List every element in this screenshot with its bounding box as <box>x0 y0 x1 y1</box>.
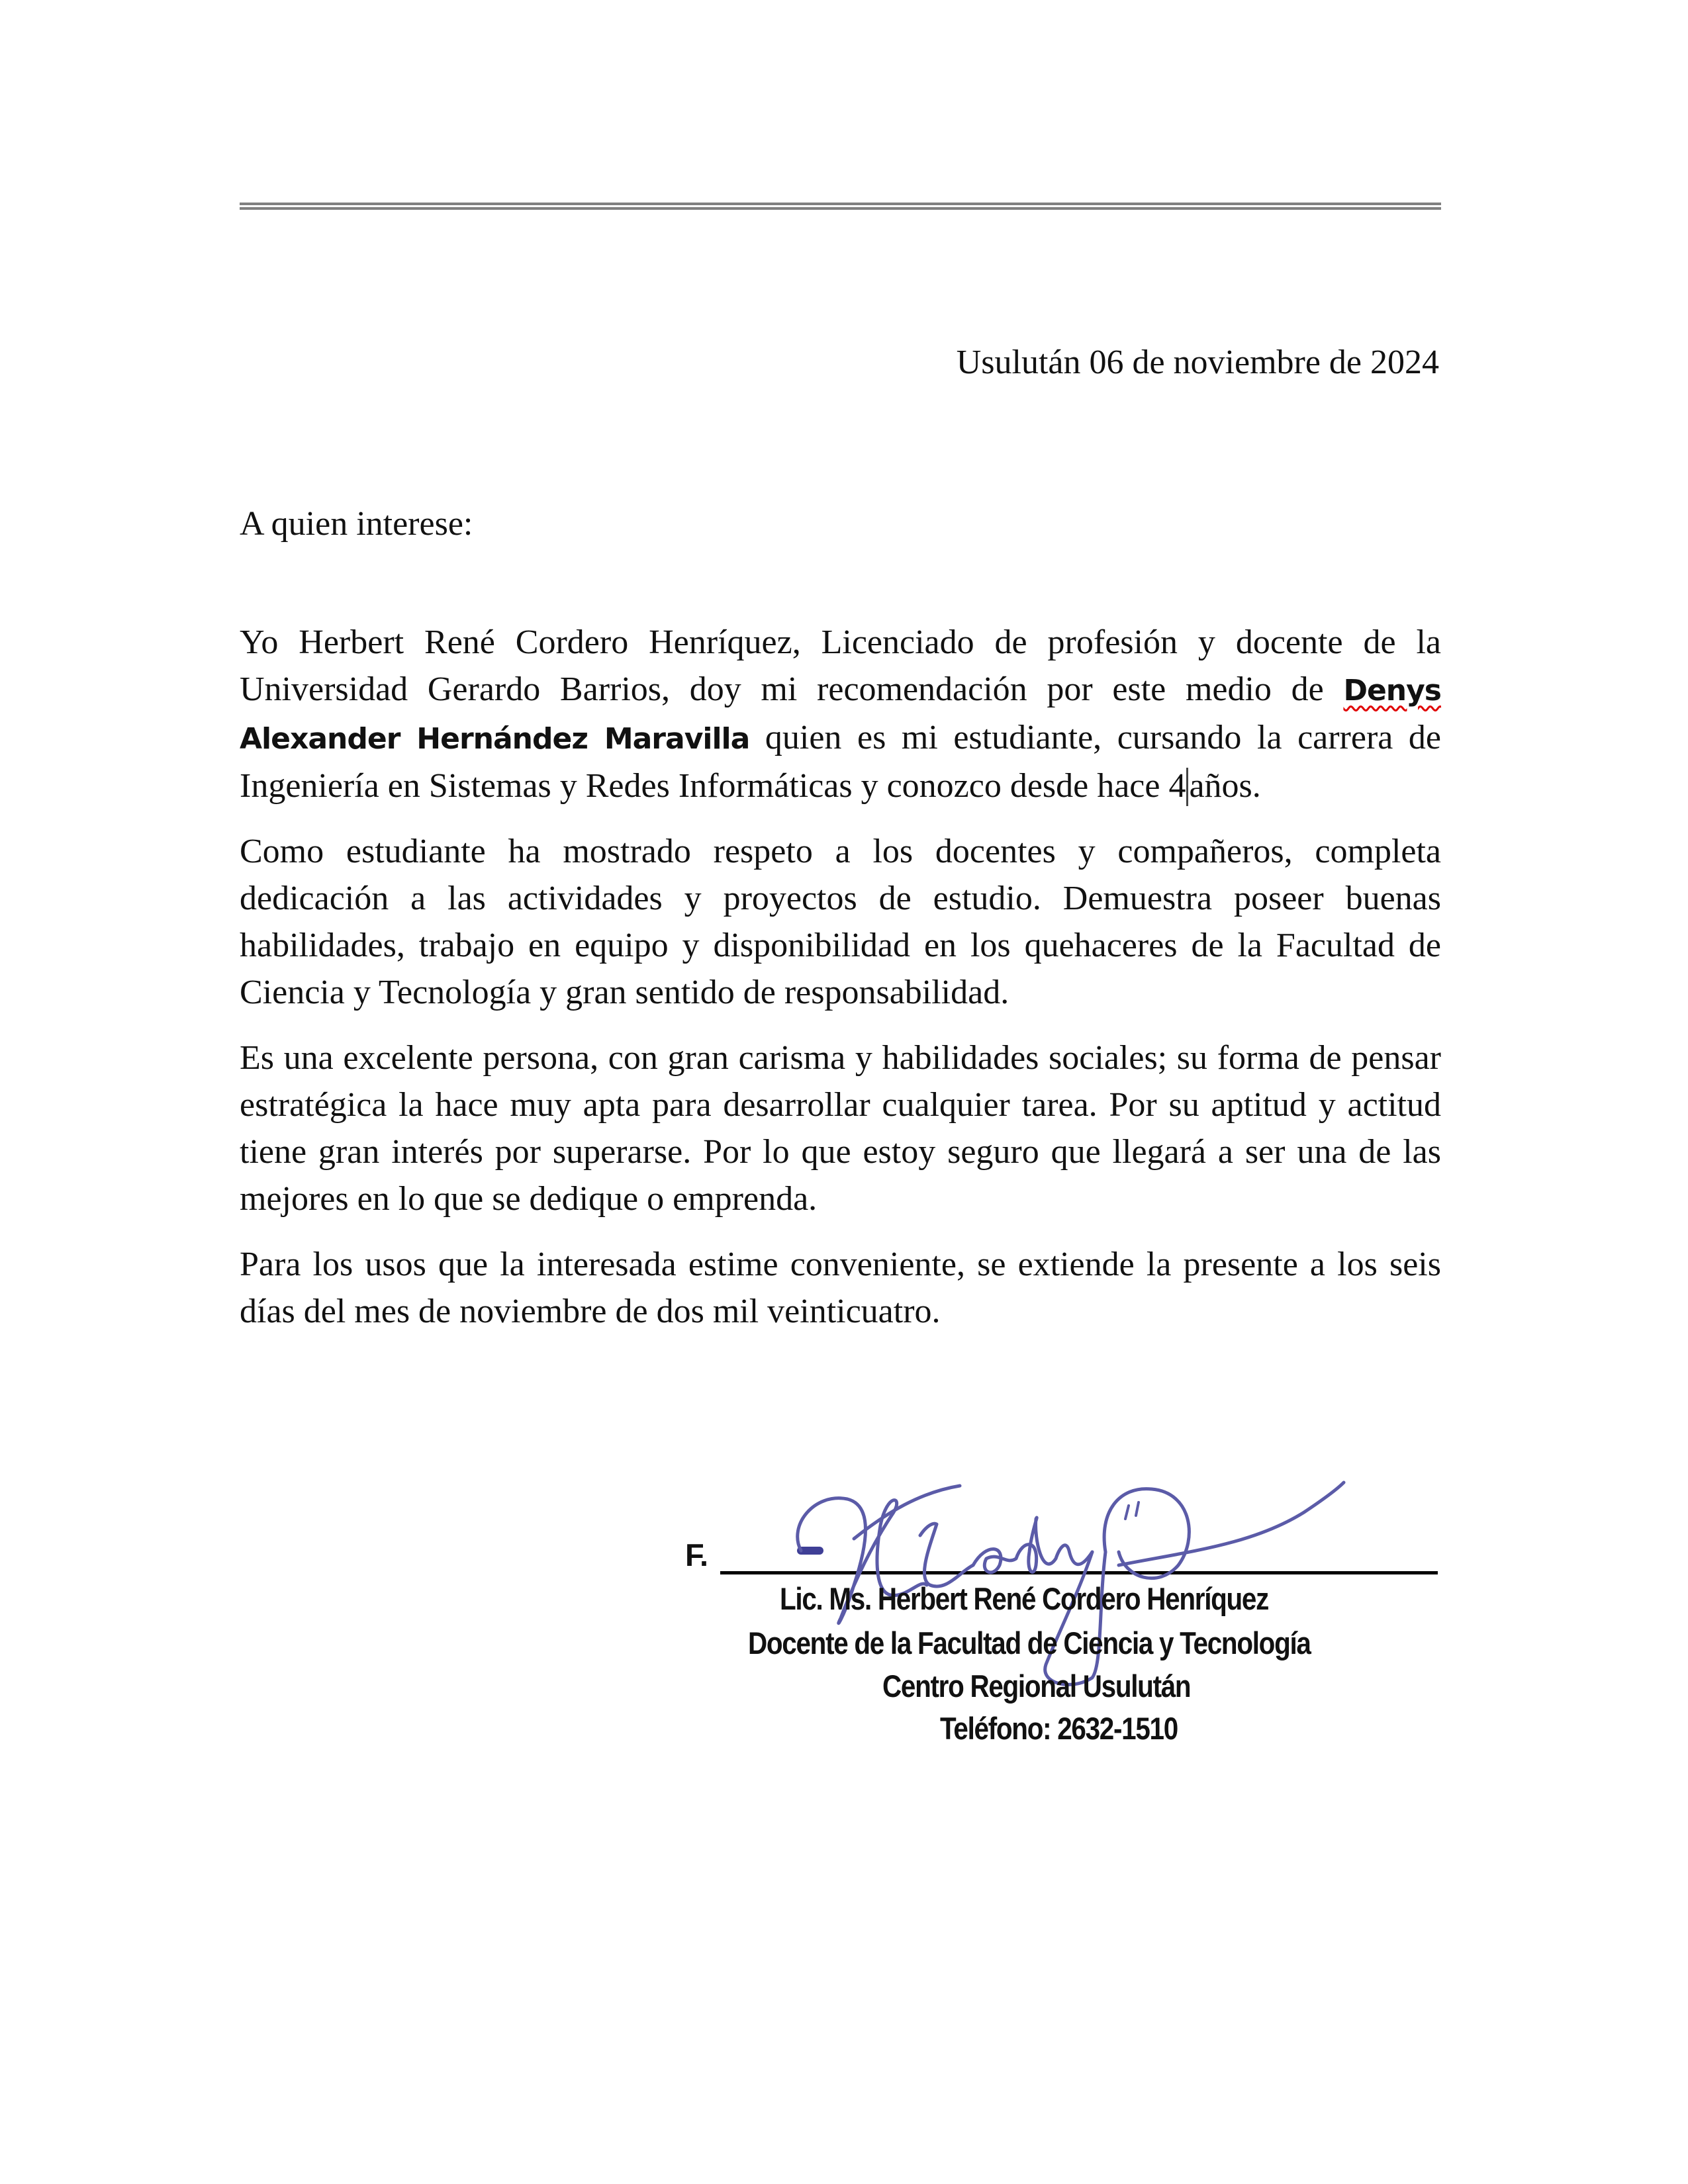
student-first-name-misspelled[interactable]: Denys <box>1343 674 1441 707</box>
header-rule-top <box>240 203 1441 205</box>
intro-text-continued: quien es mi estudiante, cursando la carrera de Ingeniería en Sistemas y Redes Informáticas y conozco desde hace 4 <box>240 719 1441 805</box>
paragraph-character[interactable]: Es una excelente persona, con gran carisma y habilidades sociales; su forma de pensar estratégica la hace muy apta para desarrollar cualquier tarea. Por su aptitud y actitud tiene gran interés por superarse. Por lo que estoy seguro que llegará a ser una de las mejores en lo que se dedique o emprenda. <box>240 1039 1441 1218</box>
date-line: Usulután 06 de noviembre de 2024 <box>956 343 1439 381</box>
header-rule-bottom <box>240 207 1441 210</box>
signer-name: Lic. Ms. Herbert René Cordero Henríquez <box>780 1581 1269 1616</box>
signature-stroke-circle <box>1104 1489 1189 1578</box>
greeting: A quien interese: <box>240 505 473 543</box>
signature-stroke-loop-down <box>1045 1552 1105 1684</box>
letter-body <box>240 619 1441 1353</box>
sign-label: F. <box>685 1537 708 1572</box>
signature-stroke-c <box>920 1524 973 1586</box>
signature-stroke-ordero <box>973 1518 1092 1572</box>
signature-stroke-h-bar <box>854 1486 960 1539</box>
student-name: Alexander Hernández Maravilla <box>240 722 750 756</box>
intro-text-end: años. <box>1189 767 1261 805</box>
paragraph-closing[interactable]: Para los usos que la interesada estime conveniente, se extiende la presente a los seis días del mes de noviembre de dos mil veinticuatro. <box>240 1246 1441 1330</box>
signature-stroke-flourish <box>1119 1482 1344 1565</box>
intro-text: Yo Herbert René Cordero Henríquez, Licenciado de profesión y docente de la Universidad Gerardo Barrios, doy mi recomendación por este medio de <box>240 623 1441 708</box>
paragraph-introduction[interactable] <box>240 619 1441 809</box>
signature-stroke-dots <box>1125 1502 1139 1519</box>
paragraph-conduct[interactable]: Como estudiante ha mostrado respeto a los docentes y compañeros, completa dedicación a las actividades y proyectos de estudio. Demuestra poseer buenas habilidades, trabajo en equipo y disponibilidad en los quehaceres de la Facultad de Ciencia y Tecnología y gran sentido de responsabilidad. <box>240 833 1441 1011</box>
signer-center: Centro Regional Usulután <box>882 1668 1191 1704</box>
signer-title: Docente de la Facultad de Ciencia y Tecnología <box>748 1625 1311 1661</box>
signer-phone: Teléfono: 2632-1510 <box>940 1711 1178 1746</box>
